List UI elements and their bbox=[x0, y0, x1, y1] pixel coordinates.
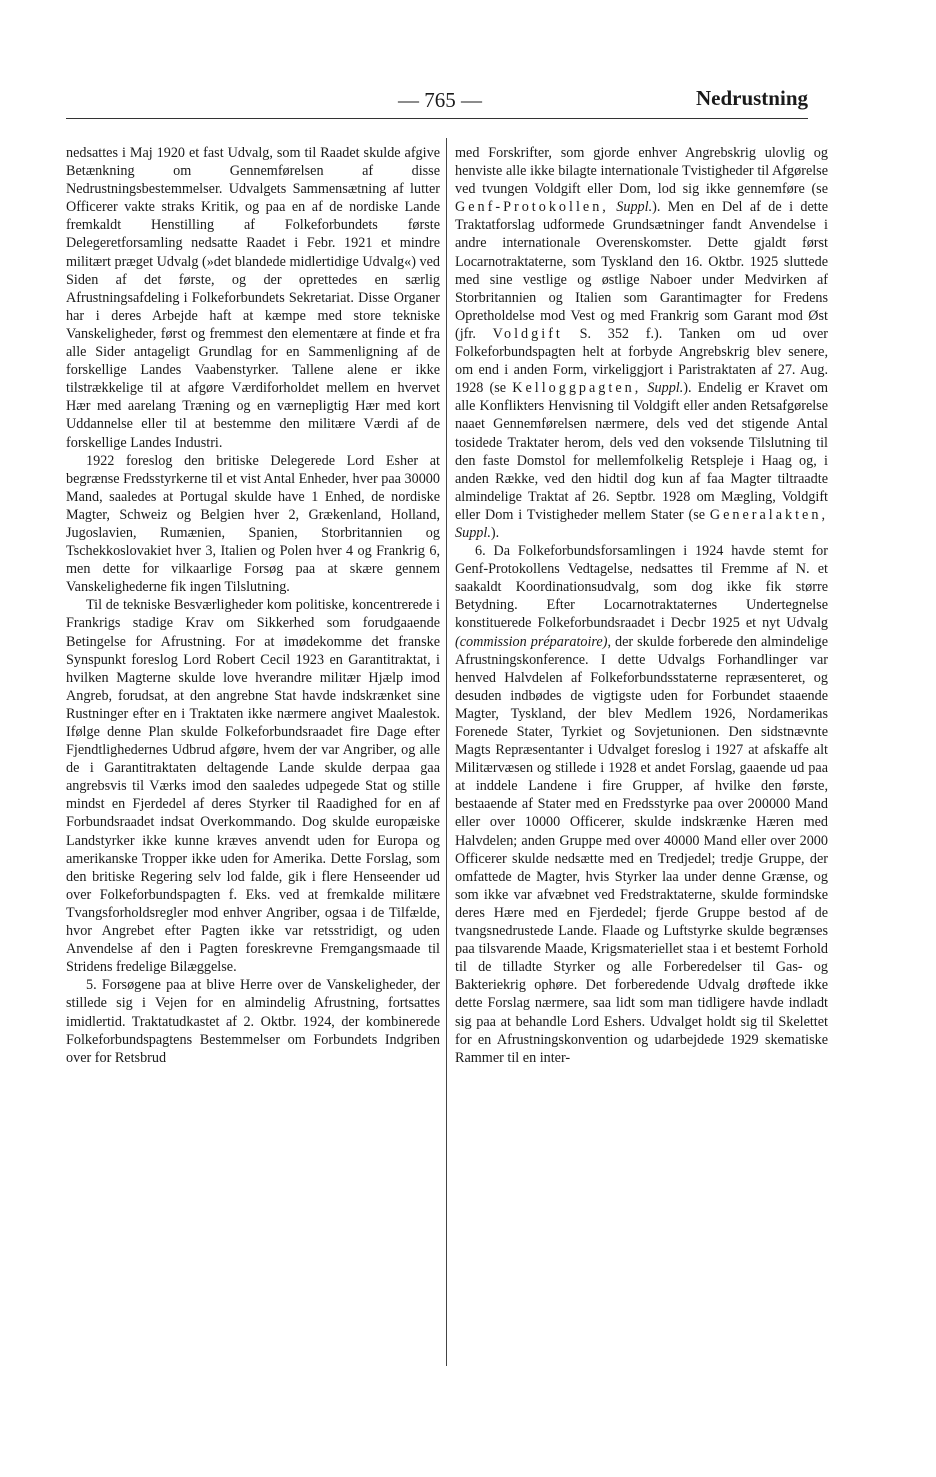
left-column bbox=[66, 144, 440, 1067]
text-run: S. 352 f.). Tanken om ud over Folkeforbundspagten helt at forbyde Angrebskrig blev senere, om end i anden Form, virkeliggjort i Paristraktaten af 27. Aug. 1928 (se bbox=[455, 325, 828, 397]
paragraph-left-3: Til de tekniske Besværligheder kom politiske, koncentrerede i Frankrigs stadige Krav om Sikkerhed som forudgaaende Betingelse for Afrustning. For at imødekomme det franske Synspunkt foreslog Lord Robert Cecil 1923 en Garantitraktat, i hvilken Magterne skulde love hverandre militær Hjælp imod Angreb, forudsat, at den angrebne Stat havde indskrænket sine Rustninger efter en i Traktaten ikke nærmere angivet Maalestok. Ifølge denne Plan skulde Folkeforbundsraadet fire Dage efter Fjendtlighedernes Udbrud afgøre, hvem der var Angriber, og alle de i Garantitraktaten deltagende Lande skulde derpaa gaa angrebsvis til Værks imod den saaledes udpegede Stat og stille mindst en Fjerdedel af deres Styrker til Raadighed for en af Forbundsraadet indsat Overkommando. Dog skulde europæiske Landstyrker ikke kunne kræves anvendt uden for Europa og amerikanske Tropper ikke uden for Amerika. Dette Forslag, som den britiske Regering selv lod falde, gik i flere Henseender ud over Folkeforbundspagten f. Eks. ved at fremkalde militære Tvangsforholdsregler mod enhver Angriber, ogsaa i de Tilfælde, hvor Angrebet efter Pagten ikke var retsstridigt, og uden Anvendelse af den i Pagten foreskrevne Fremgangsmaade til Stridens fredelige Bilæggelse. bbox=[66, 597, 440, 976]
text-run: ). Men en Del af de i dette Traktatforslag udformede Grundsætninger fandt Anvendelse i andre internationale Overenskomster. Dette gjaldt først Locarnotraktaterne, som Tyskland den 16. Oktbr. 1925 sluttede med sine vestlige og østlige Naboer under Medvirken af Storbritannien og Italien som Garantimagter for Fredens Opretholdelse mod Vest og med Frankrig som Garant mod Øst (jfr. bbox=[455, 199, 828, 342]
paragraph-left-1: nedsattes i Maj 1920 et fast Udvalg, som til Raadet skulde afgive Betænkning om Gennemførelsen af disse Nedrustningsbestemmelser. Udvalgets Sammensætning af lutter Officerer vakte straks Kritik, og paa en af de nordiske Lande fremkaldt Henstilling af Folkeforbundets første Delegeretforsamling nedsatte Raadet i Febr. 1921 et mindre militært præget Udvalg (»det blandede midlertidige Udvalg«) ved Siden af det første, og der oprettedes en særlig Afrustningsafdeling i Folkeforbundets Sekretariat. Disse Organer har i deres Arbejde haft at kæmpe med store tekniske Vanskeligheder, først og fremmest den elementære at finde et fra alle Sider antageligt Grundlag for en Sammenligning af de forskellige Landes Vaabenstyrker. Tallene alene er ikke tilstrækkelige til at afgøre Værdiforholdet mellem en hvervet Hær med aarelang Træning og en værnepligtig Hær med kort Uddannelse eller til at bestemme den militære Værdi af de forskellige Landes Industri. bbox=[66, 145, 440, 451]
right-column bbox=[455, 144, 828, 1067]
paragraph-right-1 bbox=[455, 144, 828, 542]
section-title: Nedrustning bbox=[695, 86, 808, 110]
reference-genf-protokollen: Genf-Protokollen, bbox=[455, 199, 609, 216]
paragraph-right-2 bbox=[455, 542, 828, 1067]
supplement-ref: Suppl. bbox=[647, 380, 684, 397]
page-header bbox=[66, 84, 808, 120]
supplement-ref: Suppl. bbox=[616, 199, 653, 216]
text-run: , der skulde forberede den almindelige Afrustningskonference. I dette Udvalgs Forhandlinger var henved Halvdelen af Folkeforbundsstaterne repræsenteret, og desuden indbødes de vigtigste uden for Forbundet staaende Magter, Tyskland, der blev Medlem 1926, Nordamerikas Forenede Stater, Tyrkiet og Sovjetunionen. Den sidstnævnte Magts Repræsentanter i Udvalget foreslog i 1927 at afskaffe alt Militærvæsen og stillede i 1928 et andet Forslag, gaaende ud paa at inddele Landene i fire Grupper, af hvilke den første, bestaaende af Stater med en Fredsstyrke paa over 200000 Mand eller over 10000 Officerer, skulde indskrænke Hæren med Halvdelen; anden Gruppe med over 40000 Mand eller over 2000 Officerer skulde nedsætte med en Tredjedel; tredje Gruppe, der omfattede de Magter, hvis Styrker laa under denne Grænse, og som ikke var afvæbnet ved Fredstraktaterne, skulde formindske deres Hære med en Fjerdedel; fjerde Gruppe bestod af de tvangsnedrustede Lande. Flaade og Luftstyrke skulde begrænses paa tilsvarende Maade, Krigsmateriellet staa i et bestemt Forhold til de tilladte Styrker og alle Forberedelser til Gas- og Bakteriekrig ophøre. Det forberedende Udvalg drøftede ikke dette Forslag nærmere, saa lidt som man tidligere havde indladt sig paa at behandle Lord Eshers. Udvalget holdt sig til Skelettet for en Afrustningskonvention og udarbejdede 1929 skematiske Rammer til en inter- bbox=[455, 633, 828, 1066]
page-number: — 765 — bbox=[398, 88, 482, 112]
paragraph-left-4: 5. Forsøgene paa at blive Herre over de Vanskeligheder, der stillede sig i Vejen for en almindelig Afrustning, fortsattes imidlertid. Traktatudkastet af 2. Oktbr. 1924, der kombinerede Folkeforbundspagtens Bestemmelser om Forbundets Indgriben over for Retsbrud bbox=[66, 977, 440, 1066]
commission-term: (commission préparatoire) bbox=[455, 633, 608, 650]
text-run: ). bbox=[490, 524, 500, 541]
text-run: med Forskrifter, som gjorde enhver Angrebskrig ulovlig og henviste alle ikke bilagte internationale Tvistigheder til Afgørelse ved tvungen Voldgift eller Dom, lod sig ikke gennemføre (se bbox=[455, 145, 828, 198]
reference-kelloggpagten: Kelloggpagten, bbox=[512, 380, 642, 397]
reference-generalakten: Generalakten, bbox=[709, 506, 828, 523]
text-run: 6. Da Folkeforbundsforsamlingen i 1924 havde stemt for Genf-Protokollens Vedtagelse, nedsattes til Fremme af N. et saakaldt Koordinationsudvalg, som dog ikke fik større Betydning. Efter Locarnotraktaternes Undertegnelse konstituerede Folkeforbundsraadet i Decbr 1925 et nyt Udvalg bbox=[455, 543, 828, 632]
header-rule bbox=[66, 118, 808, 119]
text-run: ). Endelig er Kravet om alle Konflikters Henvisning til Voldgift eller anden Retsafgørelse naaet Gennemførelsen nærmere, dels ved det stigende Antal tosidede Traktater herom, dels ved den voksende Tilslutning til den faste Domstol for mellemfolkelig Retspleje i Haag og, i anden Række, ved den hidtil dog kun af faa Magter tiltraadte almindelige Traktat af 26. Septbr. 1928 om Mægling, Voldgift eller Dom i Tvistigheder mellem Stater (se bbox=[455, 380, 829, 523]
column-divider bbox=[446, 138, 447, 1366]
supplement-ref: Suppl. bbox=[455, 524, 491, 541]
reference-voldgift: Voldgift bbox=[492, 325, 563, 342]
paragraph-left-2: 1922 foreslog den britiske Delegerede Lord Esher at begrænse Fredsstyrkerne til et vist Antal Enheder, hver paa 30000 Mand, saaledes at Portugal skulde have 1 Enhed, de nordiske Magter, Schweiz og Belgien hver 2, Grækenland, Holland, Jugoslavien, Rumænien, Spanien, Storbritannien og Tschekkoslovakiet hver 3, Italien og Polen hver 4 og Frankrig 6, men dette for vilkaarlige Forsøg paa at skære gennem Vanskelighederne fik ingen Tilslutning. bbox=[66, 452, 440, 596]
